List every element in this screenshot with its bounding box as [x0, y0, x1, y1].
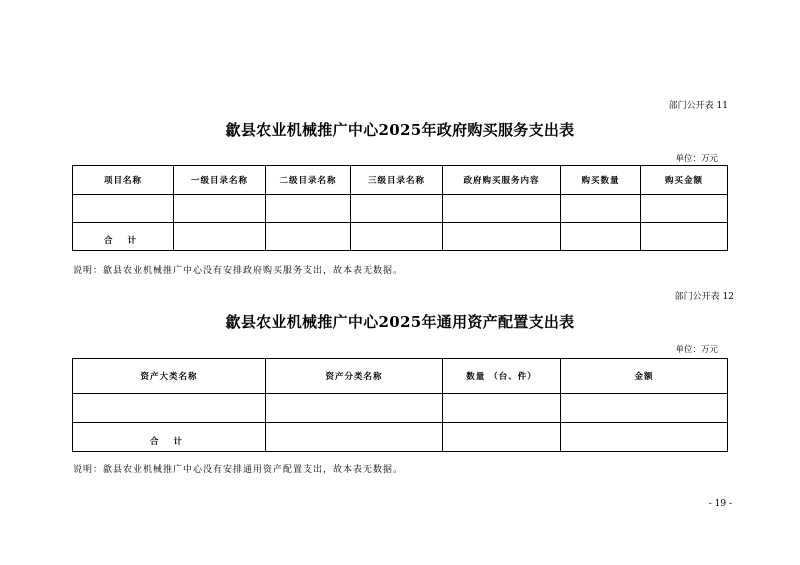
table-total-row — [73, 423, 728, 452]
table-cell — [174, 223, 266, 251]
table2-note: 说明：歙县农业机械推广中心没有安排通用资产配置支出，故本表无数据。 — [73, 465, 404, 475]
col-header-level3-catalog: 三级目录名称 — [351, 166, 443, 195]
col-header-project-name: 项目名称 — [73, 166, 174, 195]
table1-tag: 部门公开表 11 — [668, 101, 728, 111]
table-cell — [266, 195, 351, 223]
col-header-level2-catalog: 二级目录名称 — [266, 166, 351, 195]
table-cell — [561, 223, 641, 251]
table1-unit: 单位：万元 — [675, 154, 718, 164]
table-cell — [561, 394, 728, 423]
table-cell — [561, 195, 641, 223]
table-cell — [266, 394, 443, 423]
table-cell — [351, 195, 443, 223]
col-header-service-content: 政府购买服务内容 — [443, 166, 561, 195]
table-cell — [641, 195, 728, 223]
col-header-amount: 金额 — [561, 359, 728, 394]
table-cell — [174, 195, 266, 223]
purchase-services-table — [72, 165, 728, 251]
total-label: 合 计 — [73, 423, 266, 452]
table-cell — [443, 423, 561, 452]
col-header-level1-catalog: 一级目录名称 — [174, 166, 266, 195]
table-cell — [73, 195, 174, 223]
table1-note: 说明：歙县农业机械推广中心没有安排政府购买服务支出，故本表无数据。 — [73, 266, 404, 276]
table2-title: 歙县农业机械推广中心2025年通用资产配置支出表 — [225, 313, 575, 331]
table-cell — [443, 195, 561, 223]
table-cell — [443, 394, 561, 423]
table2-tag: 部门公开表 12 — [674, 292, 734, 302]
table-cell — [641, 223, 728, 251]
col-header-quantity: 数量 （台、件） — [443, 359, 561, 394]
table-cell — [73, 394, 266, 423]
asset-allocation-table — [72, 358, 728, 452]
total-label: 合 计 — [73, 223, 174, 251]
table-cell — [351, 223, 443, 251]
table-cell — [266, 423, 443, 452]
col-header-amount: 购买金额 — [641, 166, 728, 195]
table1-title: 歙县农业机械推广中心2025年政府购买服务支出表 — [225, 121, 575, 139]
table-header-row — [73, 166, 728, 195]
table-row — [73, 394, 728, 423]
table2-unit: 单位：万元 — [675, 345, 718, 355]
col-header-quantity: 购买数量 — [561, 166, 641, 195]
table-cell — [561, 423, 728, 452]
table-cell — [443, 223, 561, 251]
col-header-asset-category: 资产大类名称 — [73, 359, 266, 394]
table-row — [73, 195, 728, 223]
table-header-row — [73, 359, 728, 394]
table-cell — [266, 223, 351, 251]
col-header-asset-classification: 资产分类名称 — [266, 359, 443, 394]
table-total-row — [73, 223, 728, 251]
page-number: - 19 - — [708, 499, 732, 509]
